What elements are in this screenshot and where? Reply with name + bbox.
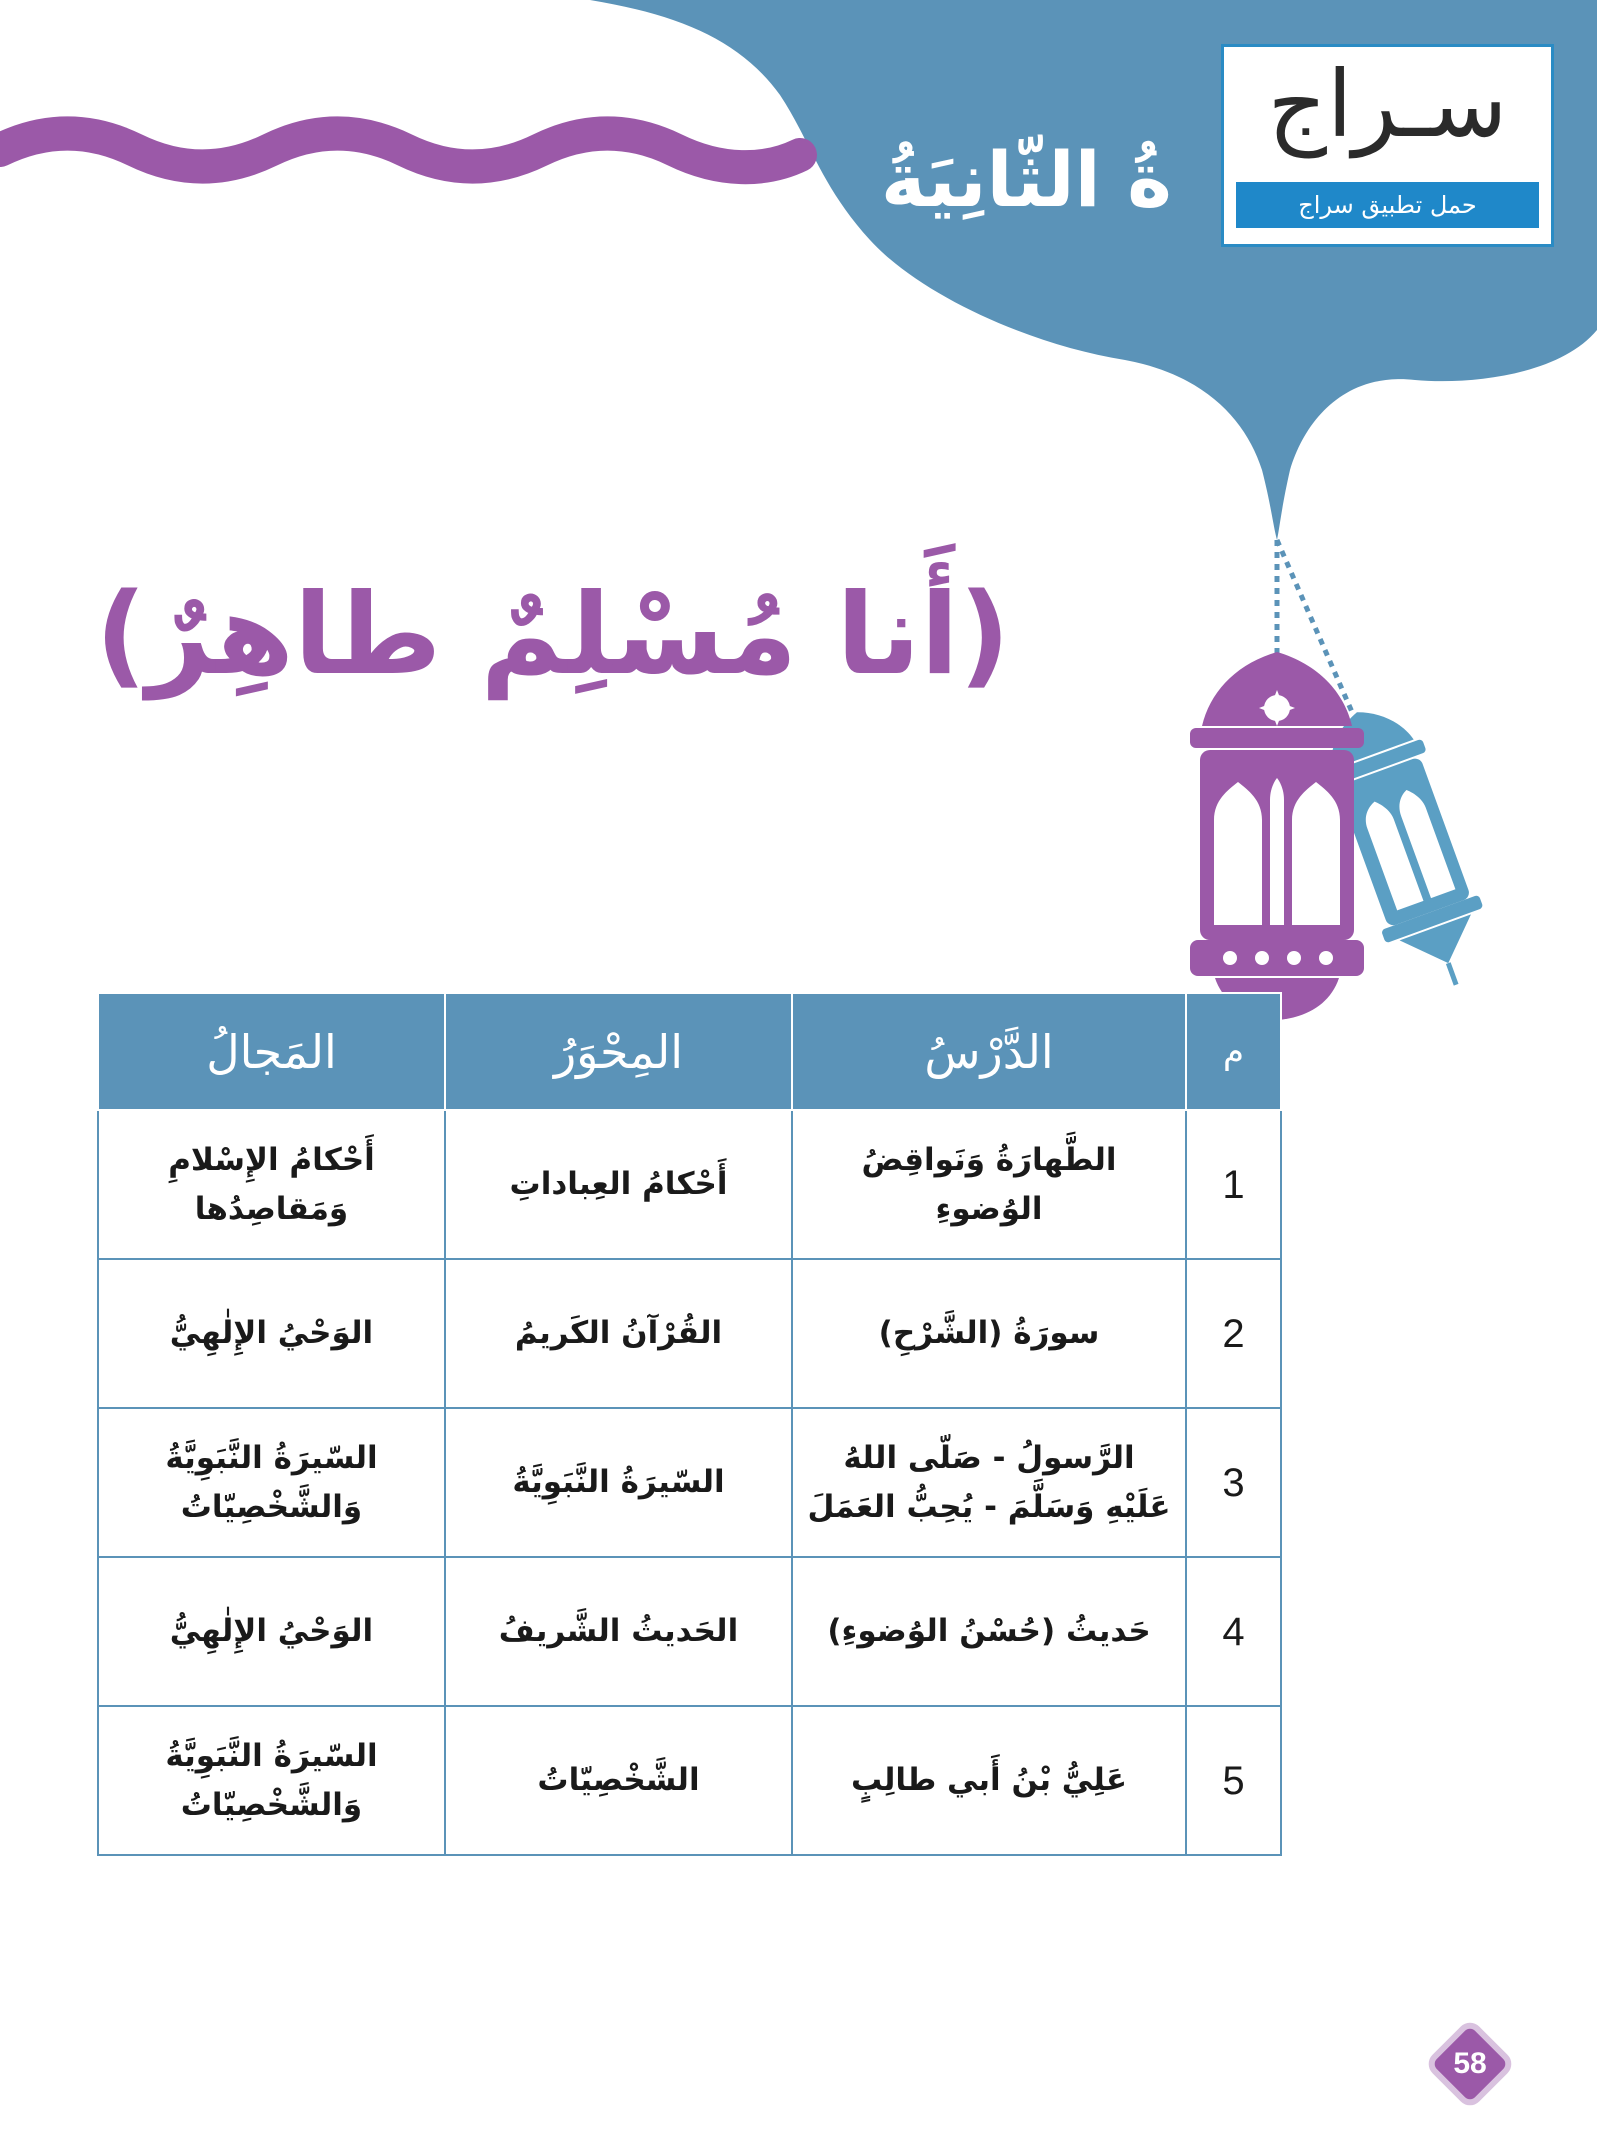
lantern-purple-icon: [1190, 652, 1364, 1020]
lessons-table: [97, 992, 1282, 1856]
row-field: الوَحْيُ الإِلٰهِيُّ: [98, 1259, 445, 1408]
row-axis: القُرْآنُ الكَريمُ: [445, 1259, 792, 1408]
row-number: 4: [1186, 1557, 1281, 1706]
row-axis: أَحْكامُ العِباداتِ: [445, 1110, 792, 1259]
row-lesson: حَديثُ (حُسْنُ الوُضوءِ): [792, 1557, 1186, 1706]
logo-tagline: حمل تطبيق سراج: [1236, 182, 1539, 228]
row-field: الوَحْيُ الإِلٰهِيُّ: [98, 1557, 445, 1706]
table-row: [98, 1259, 1281, 1408]
lesson-title: (أَنا مُسْلِمٌ طاهِرٌ): [95, 570, 1010, 700]
header-lesson: الدَّرْسُ: [792, 993, 1186, 1110]
table-row: [98, 1110, 1281, 1259]
row-field: السّيرَةُ النَّبَوِيَّةُ وَالشَّخْصِيّاتُ: [98, 1408, 445, 1557]
table-header-row: [98, 993, 1281, 1110]
row-number: 1: [1186, 1110, 1281, 1259]
row-field: أَحْكامُ الإِسْلامِ وَمَقاصِدُها: [98, 1110, 445, 1259]
row-lesson: عَلِيُّ بْنُ أَبي طالِبٍ: [792, 1706, 1186, 1855]
row-number: 5: [1186, 1706, 1281, 1855]
row-axis: الشَّخْصِيّاتُ: [445, 1706, 792, 1855]
row-lesson: الرَّسولُ - صَلّى اللهُ عَلَيْهِ وَسَلَّمَ - يُحِبُّ العَمَلَ: [792, 1408, 1186, 1557]
table-row: [98, 1408, 1281, 1557]
row-number: 3: [1186, 1408, 1281, 1557]
unit-heading: ةُ الثّانِيَةُ: [880, 135, 1172, 224]
row-lesson: سورَةُ (الشَّرْحِ): [792, 1259, 1186, 1408]
row-number: 2: [1186, 1259, 1281, 1408]
header-number: م: [1186, 993, 1281, 1110]
row-field: السّيرَةُ النَّبَوِيَّةُ وَالشَّخْصِيّاتُ: [98, 1706, 445, 1855]
header-field: المَجالُ: [98, 993, 445, 1110]
table-row: [98, 1557, 1281, 1706]
purple-wave: [0, 134, 800, 168]
logo-wordmark: سـراج: [1267, 51, 1508, 158]
table-row: [98, 1706, 1281, 1855]
row-axis: الحَديثُ الشَّريفُ: [445, 1557, 792, 1706]
row-lesson: الطَّهارَةُ وَنَواقِضُ الوُضوءِ: [792, 1110, 1186, 1259]
row-axis: السّيرَةُ النَّبَوِيَّةُ: [445, 1408, 792, 1557]
siraj-logo[interactable]: [1221, 44, 1554, 247]
page-number: 58: [1453, 2047, 1487, 2080]
header-axis: المِحْوَرُ: [445, 993, 792, 1110]
